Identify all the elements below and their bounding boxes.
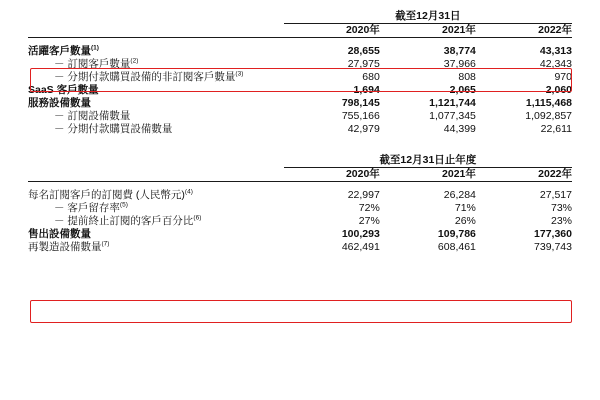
- row-value-2022: 22,611: [540, 123, 572, 135]
- row-value-2021: 44,399: [443, 123, 476, 135]
- metrics-table-section-2: [28, 154, 572, 254]
- row-value-2020: 1,694: [353, 84, 380, 96]
- row-label-text: 售出設備數量: [28, 228, 91, 240]
- row-value-2021: 109,786: [437, 228, 476, 240]
- row-value-2021: 71%: [454, 202, 476, 214]
- row-label: [28, 71, 284, 84]
- row-footnote: (4): [184, 188, 193, 196]
- row-value-2022: 1,115,468: [525, 97, 572, 109]
- row-label: [28, 189, 284, 202]
- row-value-2021: 26%: [454, 215, 476, 227]
- section-2-header-row: [28, 154, 572, 167]
- row-label-text: － 分期付款購買設備的非訂閱客戶數量: [54, 71, 236, 83]
- table-row: [28, 71, 572, 84]
- table-row: [28, 84, 572, 97]
- table-row: [28, 97, 572, 110]
- row-label: [28, 97, 284, 110]
- row-value-2022: 27,517: [539, 189, 572, 201]
- table-row: [28, 123, 572, 136]
- row-value-2022: 73%: [550, 202, 572, 214]
- table-row: [28, 110, 572, 123]
- row-footnote: (1): [91, 44, 99, 52]
- row-value-2022: 2,060: [545, 84, 572, 96]
- row-label-text: － 訂閱客戶數量: [54, 58, 131, 70]
- row-value-2022: 1,092,857: [525, 110, 572, 122]
- row-label-text: 每名訂閱客戶的訂閱費 (人民幣元): [28, 189, 185, 201]
- row-value-2020: 755,166: [341, 110, 380, 122]
- row-value-2020: 72%: [358, 202, 380, 214]
- row-footnote: (3): [235, 70, 244, 78]
- row-label-text: 服務設備數量: [28, 97, 91, 109]
- spacer-cell: [28, 38, 572, 46]
- row-label-text: 再製造設備數量: [28, 241, 102, 253]
- row-value-2020: 798,145: [341, 97, 380, 109]
- section-1-year-2021: 2021年: [442, 24, 476, 36]
- row-value-2020: 22,997: [347, 189, 380, 201]
- section-2-year-row: [28, 168, 572, 182]
- table-row: [28, 241, 572, 254]
- row-value-2022: 739,743: [534, 241, 572, 253]
- row-value-2021: 26,284: [443, 189, 476, 201]
- row-value-2020: 28,655: [347, 45, 380, 57]
- section-2-year-2021: 2021年: [442, 168, 476, 180]
- row-label-text: － 提前終止訂閱的客戶百分比: [54, 215, 194, 227]
- row-value-2021: 2,065: [449, 84, 476, 96]
- section-2-year-2020: 2020年: [345, 168, 380, 180]
- row-value-2022: 42,343: [539, 58, 572, 70]
- section-2-year-2022: 2022年: [538, 168, 572, 180]
- row-value-2020: 680: [362, 71, 380, 83]
- spacer-cell: [28, 10, 284, 23]
- year-row-spacer: [28, 24, 284, 38]
- spacer-cell: [28, 182, 572, 190]
- row-label-text: 活躍客戶數量: [28, 45, 91, 57]
- section-1-year-row: [28, 24, 572, 38]
- highlight-box-retention-rate: [30, 300, 572, 323]
- spacer-row: [28, 182, 572, 190]
- row-value-2020: 27,975: [347, 58, 380, 70]
- metrics-table-section-1: [28, 10, 572, 136]
- row-label-text: SaaS 客戶數量: [28, 84, 99, 96]
- row-value-2021: 37,966: [443, 58, 476, 70]
- table-row: [28, 228, 572, 241]
- row-value-2020: 27%: [358, 215, 380, 227]
- table-row: [28, 202, 572, 215]
- row-value-2021: 1,121,744: [429, 97, 476, 109]
- table-row: [28, 58, 572, 71]
- row-label-text: － 分期付款購買設備數量: [54, 123, 173, 135]
- spacer-cell: [28, 154, 284, 167]
- row-value-2022: 970: [554, 71, 572, 83]
- table-row: [28, 45, 572, 58]
- section-2-header: 截至12月31日止年度: [379, 154, 477, 166]
- row-label: [28, 45, 284, 58]
- row-value-2021: 608,461: [437, 241, 476, 253]
- row-label: [28, 84, 284, 97]
- row-footnote: (7): [101, 240, 110, 248]
- row-value-2021: 808: [458, 71, 476, 83]
- row-value-2021: 1,077,345: [429, 110, 476, 122]
- row-value-2020: 42,979: [347, 123, 380, 135]
- section-1-header: 截至12月31日: [395, 10, 461, 22]
- row-label: [28, 123, 284, 136]
- section-1-year-2020: 2020年: [345, 24, 380, 36]
- row-label: [28, 58, 284, 71]
- row-label: [28, 228, 284, 241]
- row-value-2021: 38,774: [443, 45, 476, 57]
- row-footnote: (2): [130, 57, 139, 65]
- row-value-2022: 177,360: [534, 228, 572, 240]
- row-value-2022: 23%: [550, 215, 572, 227]
- row-value-2020: 462,491: [341, 241, 380, 253]
- row-value-2020: 100,293: [341, 228, 380, 240]
- row-value-2022: 43,313: [539, 45, 572, 57]
- row-label: [28, 110, 284, 123]
- row-label: [28, 202, 284, 215]
- section-1-header-row: [28, 10, 572, 23]
- spacer-row: [28, 38, 572, 46]
- table-row: [28, 215, 572, 228]
- row-label-text: － 客戶留存率: [54, 202, 120, 214]
- year-row-spacer: [28, 168, 284, 182]
- section-1-year-2022: 2022年: [538, 24, 572, 36]
- row-footnote: (5): [119, 201, 128, 209]
- row-label: [28, 215, 284, 228]
- row-label: [28, 241, 284, 254]
- row-footnote: (6): [193, 214, 202, 222]
- row-label-text: － 訂閱設備數量: [54, 110, 131, 122]
- table-row: [28, 189, 572, 202]
